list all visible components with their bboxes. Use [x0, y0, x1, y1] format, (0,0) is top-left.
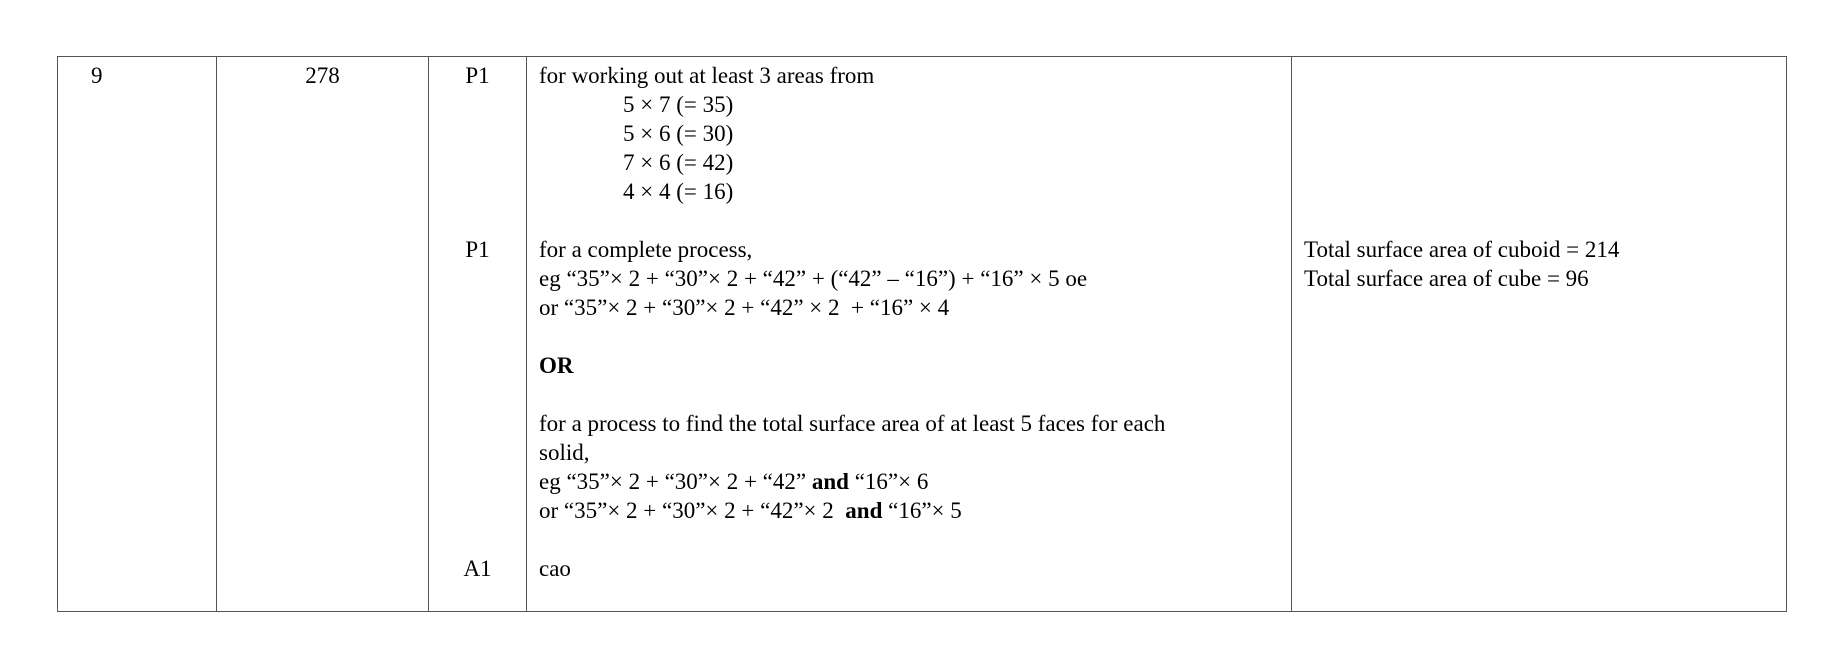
spacer [539, 380, 1283, 409]
marks-cell [429, 57, 527, 612]
notes-cell [1292, 57, 1787, 612]
area-line: 4 × 4 (= 16) [623, 179, 734, 204]
question-number: 9 [91, 63, 103, 88]
answer-cell [217, 57, 429, 612]
method-text-part: “16”× 5 [882, 498, 962, 523]
area-line: 7 × 6 (= 42) [623, 150, 734, 175]
method-text-part: “16”× 6 [848, 469, 929, 494]
method-text: solid, [539, 440, 590, 465]
spacer [539, 525, 1283, 554]
mark-scheme-table [57, 56, 1787, 612]
mark-code: P1 [465, 63, 490, 88]
method-text [539, 496, 1283, 525]
and-keyword: and [845, 498, 883, 523]
method-text-part: eg “35”× 2 + “30”× 2 + “42” [539, 469, 812, 494]
answer-value: 278 [305, 63, 340, 88]
method-text: for a complete process, [539, 237, 753, 262]
note-text: Total surface area of cube = 96 [1304, 266, 1589, 291]
area-line: 5 × 7 (= 35) [623, 92, 734, 117]
and-keyword: and [811, 469, 849, 494]
method-cell [527, 57, 1292, 612]
or-heading: OR [539, 353, 574, 378]
mark-code: P1 [465, 237, 490, 262]
method-text: eg “35”× 2 + “30”× 2 + “42” + (“42” – “16”) + “16” × 5 oe [539, 266, 1088, 291]
method-text [539, 467, 1283, 496]
notes-block [1304, 235, 1786, 293]
method-text-part: or “35”× 2 + “30”× 2 + “42”× 2 [539, 498, 846, 523]
mark-code: A1 [463, 556, 492, 581]
method-text: for a process to find the total surface area of at least 5 faces for each [539, 411, 1166, 436]
area-line: 5 × 6 (= 30) [623, 121, 734, 146]
question-number-cell [58, 57, 217, 612]
table-row [58, 57, 1787, 612]
method-text: or “35”× 2 + “30”× 2 + “42” × 2 + “16” × 4 [539, 295, 950, 320]
note-text: Total surface area of cuboid = 214 [1304, 237, 1620, 262]
method-text: cao [539, 556, 571, 581]
spacer [539, 206, 1283, 235]
spacer [539, 322, 1283, 351]
method-text: for working out at least 3 areas from [539, 63, 875, 88]
